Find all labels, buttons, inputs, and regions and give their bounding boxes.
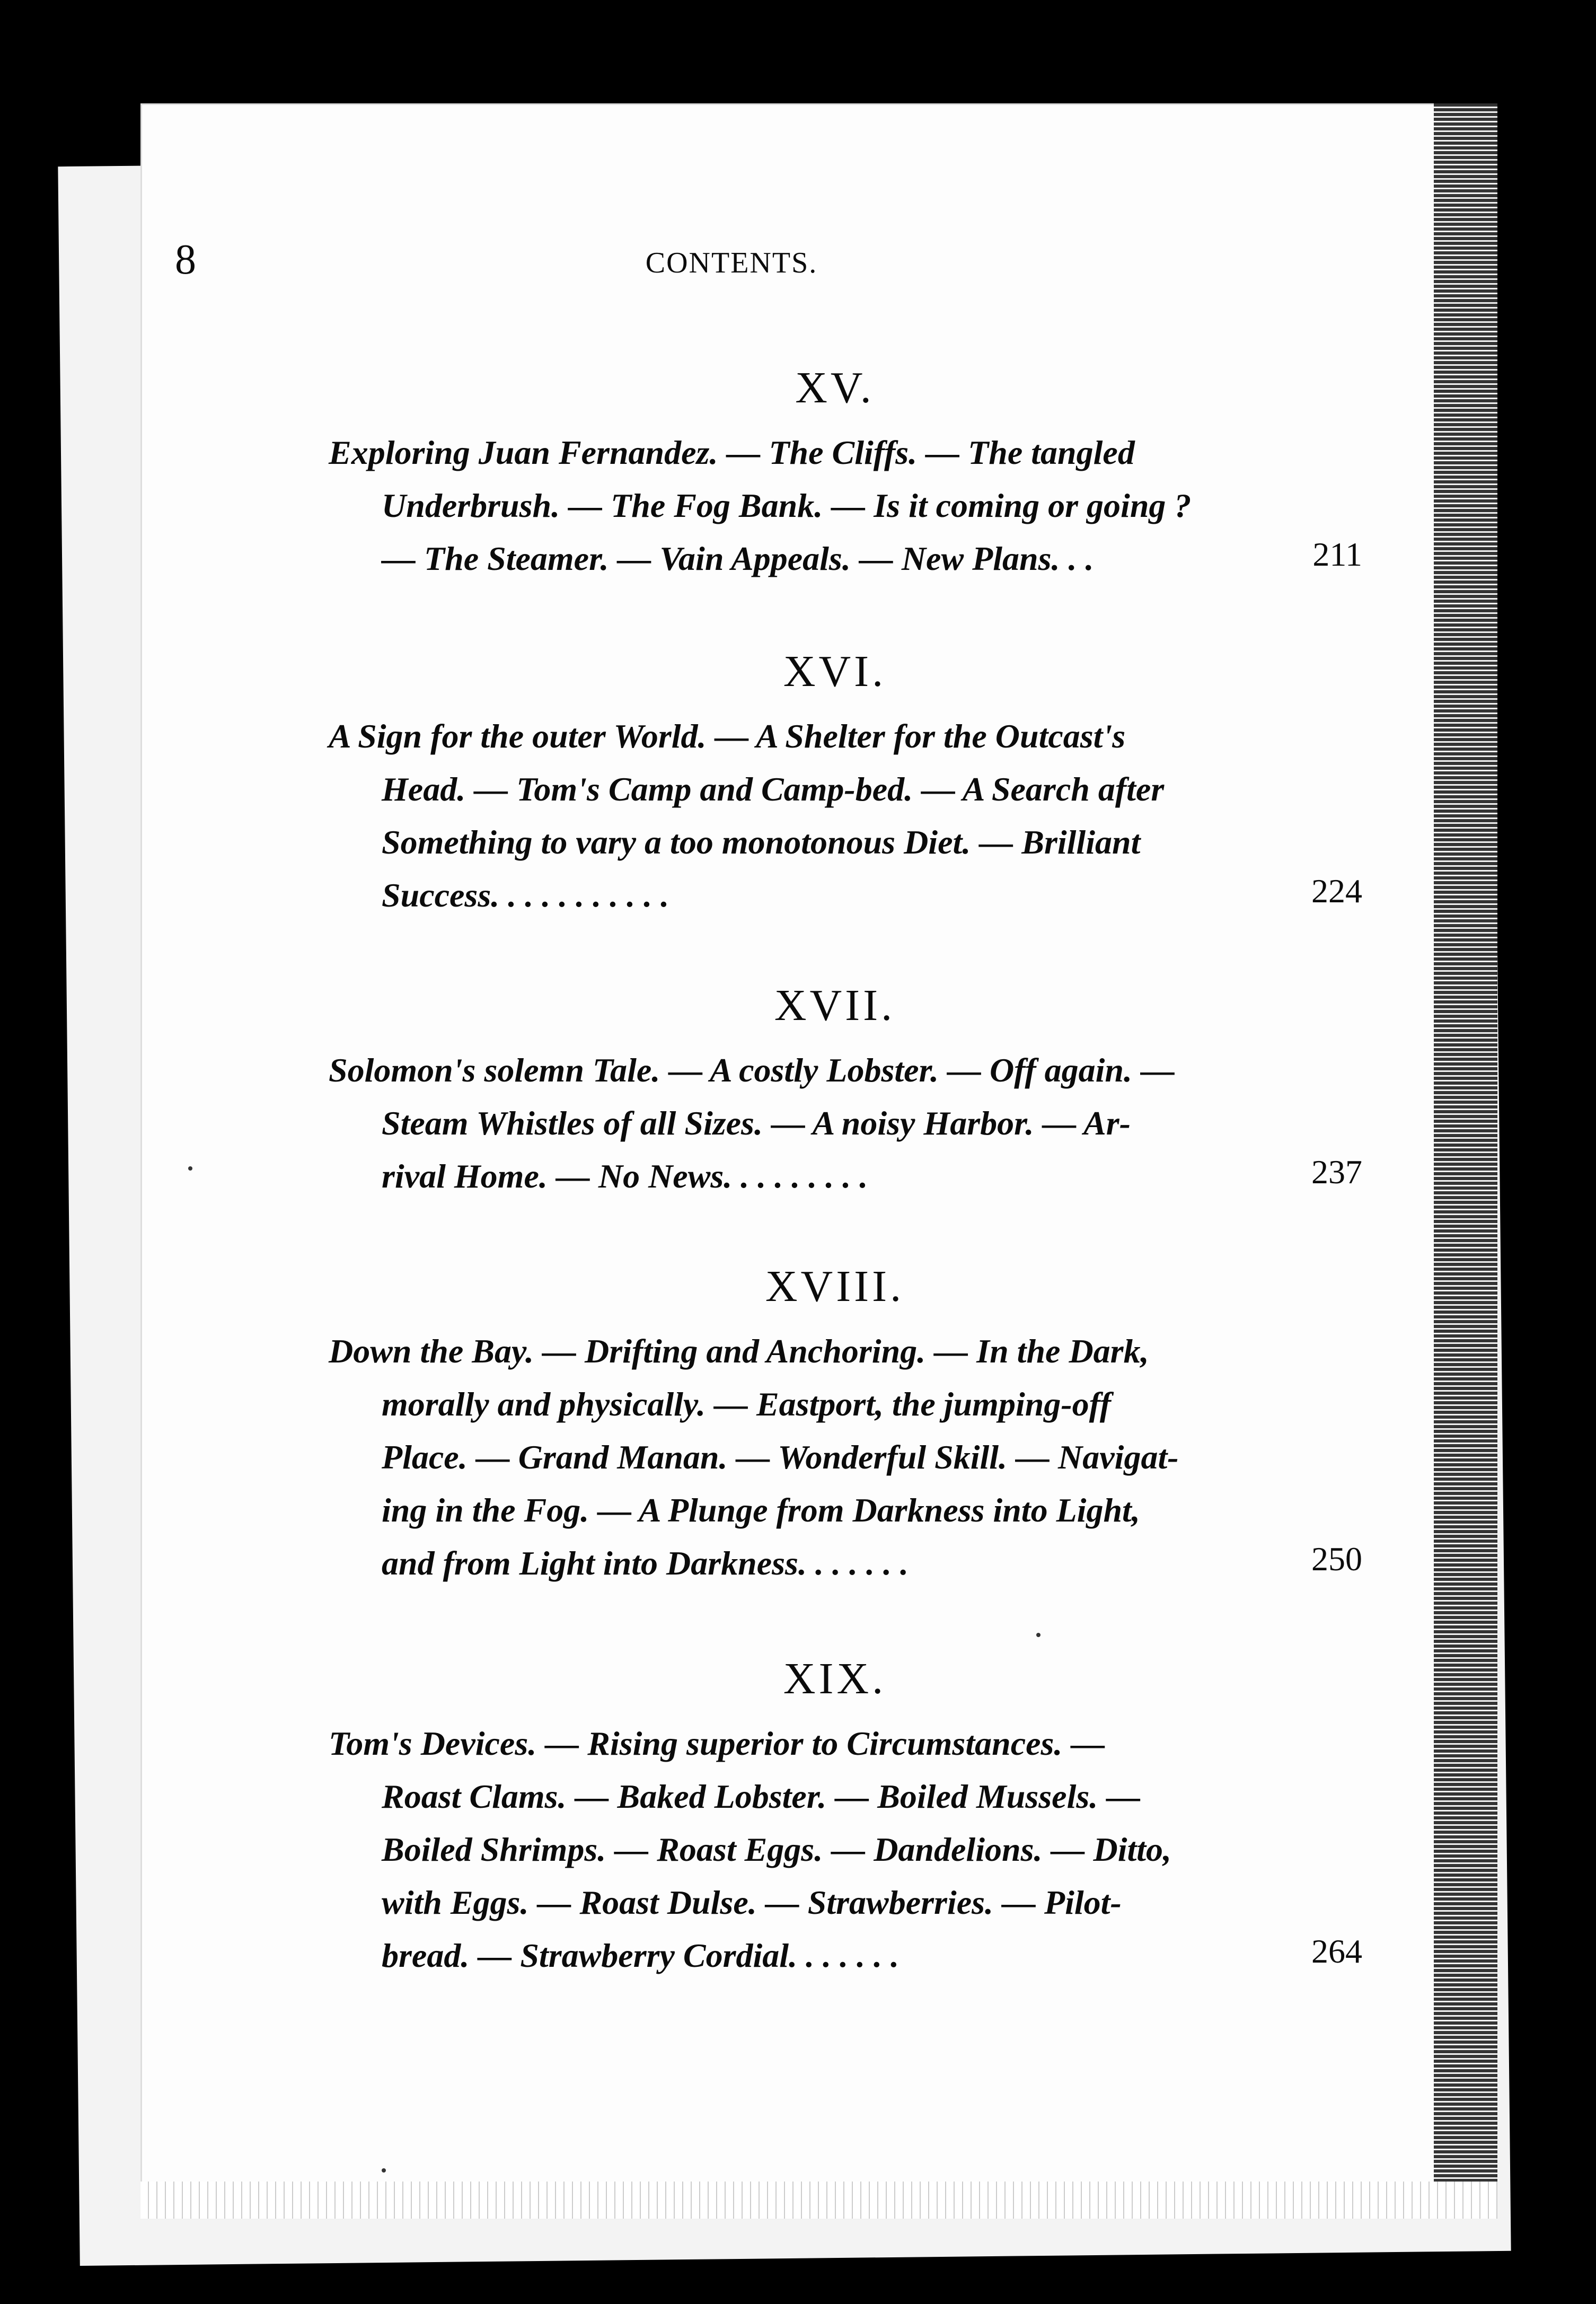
running-head-title: CONTENTS. — [645, 247, 818, 279]
chapter-numeral: XIX. — [783, 1654, 887, 1703]
chapter-numeral: XVIII. — [765, 1262, 905, 1311]
chapter-summary — [329, 1325, 1362, 1590]
summary-line: Roast Clams. — Baked Lobster. — Boiled Mussels. — — [382, 1778, 1141, 1815]
summary-line: Exploring Juan Fernandez. — The Cliffs. — The tangled — [329, 434, 1135, 471]
summary-line: Something to vary a too monotonous Diet. — Brilliant — [382, 823, 1141, 861]
running-head — [175, 236, 1288, 302]
summary-line: Place. — Grand Manan. — Wonderful Skill. — Navigat- — [382, 1438, 1179, 1476]
summary-line: Success. . . . . . . . . . . — [382, 876, 669, 914]
page-edge-bottom — [140, 2182, 1497, 2219]
chapter-summary — [329, 1717, 1362, 1982]
summary-line: Head. — Tom's Camp and Camp-bed. — A Search after — [382, 770, 1165, 808]
chapter-summary — [329, 426, 1362, 585]
summary-line: bread. — Strawberry Cordial. . . . . . . — [382, 1937, 900, 1974]
summary-line: — The Steamer. — Vain Appeals. — New Plans. . . — [382, 540, 1094, 577]
chapter-numeral: XVI. — [783, 647, 887, 696]
chapter-summary — [329, 710, 1362, 922]
summary-line: Boiled Shrimps. — Roast Eggs. — Dandelions. — Ditto, — [382, 1831, 1172, 1868]
page-reference: 264 — [1311, 1932, 1362, 1970]
summary-line: and from Light into Darkness. . . . . . . — [382, 1544, 909, 1582]
scan-speck — [188, 1166, 192, 1171]
chapter-entry-xv — [329, 363, 1362, 585]
summary-line: Down the Bay. — Drifting and Anchoring. — In the Dark, — [329, 1332, 1149, 1370]
scan-speck — [1036, 1633, 1041, 1637]
chapter-summary — [329, 1044, 1362, 1203]
summary-line: rival Home. — No News. . . . . . . . . — [382, 1157, 868, 1195]
page-reference: 250 — [1311, 1540, 1362, 1578]
page-edge-right — [1434, 103, 1497, 2219]
chapter-numeral: XVII. — [774, 981, 896, 1030]
summary-line: Solomon's solemn Tale. — A costly Lobster. — Off again. — — [329, 1051, 1175, 1089]
chapter-entry-xvi — [329, 647, 1362, 922]
chapter-entry-xvii — [329, 981, 1362, 1203]
summary-line: Tom's Devices. — Rising superior to Circumstances. — — [329, 1725, 1105, 1762]
page-reference: 237 — [1311, 1153, 1362, 1191]
summary-line: Underbrush. — The Fog Bank. — Is it coming or going ? — [382, 487, 1192, 524]
summary-line: with Eggs. — Roast Dulse. — Strawberries. — Pilot- — [382, 1884, 1122, 1921]
chapter-entry-xix — [329, 1654, 1362, 1982]
chapter-numeral: XV. — [795, 363, 875, 412]
summary-line: A Sign for the outer World. — A Shelter for the Outcast's — [329, 717, 1126, 755]
scan-speck — [382, 2168, 386, 2173]
page-reference: 224 — [1311, 872, 1362, 910]
chapter-entry-xviii — [329, 1262, 1362, 1590]
summary-line: Steam Whistles of all Sizes. — A noisy Harbor. — Ar- — [382, 1104, 1131, 1142]
page-reference: 211 — [1312, 535, 1362, 573]
page-number: 8 — [175, 236, 196, 283]
summary-line: morally and physically. — Eastport, the jumping-off — [382, 1385, 1112, 1423]
summary-line: ing in the Fog. — A Plunge from Darkness into Light, — [382, 1491, 1140, 1529]
